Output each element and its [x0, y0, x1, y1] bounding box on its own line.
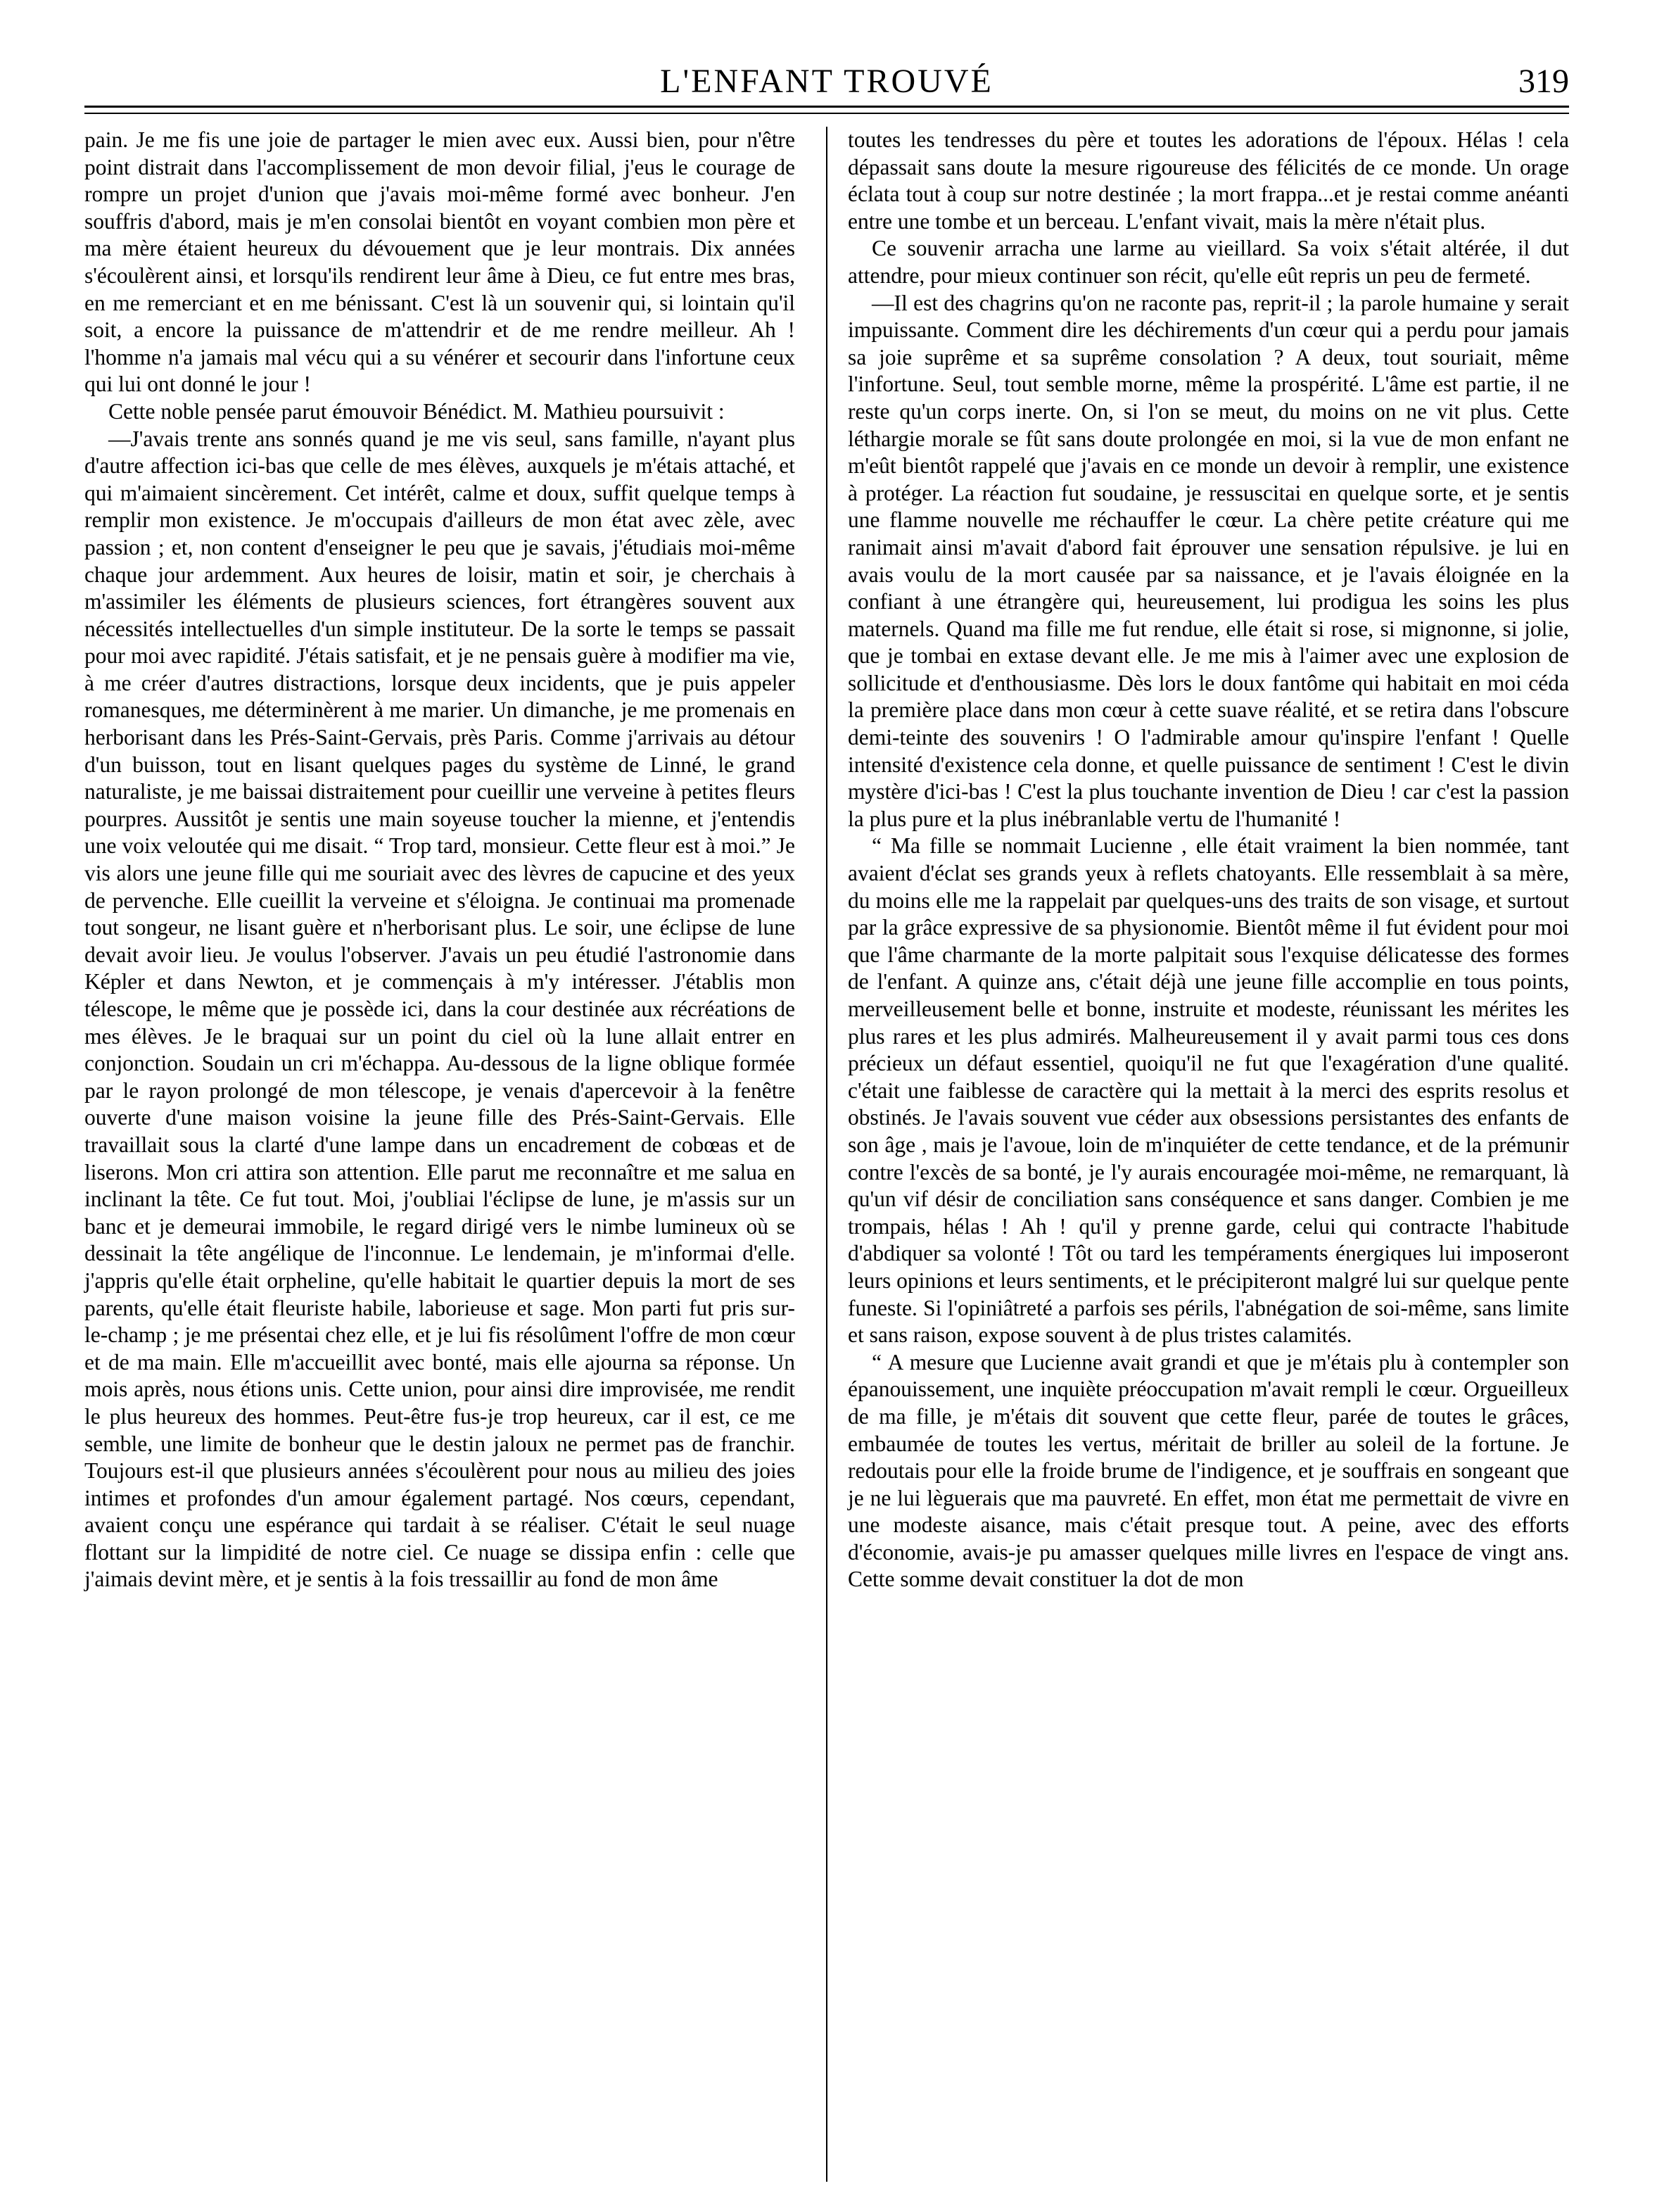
right-column [848, 127, 1569, 1593]
column-divider [826, 127, 827, 2182]
paragraph: pain. Je me fis une joie de partager le mien avec eux. Aussi bien, pour n'être point distrait dans l'accomplissement de mon devoir filial, j'eus le courage de rompre un projet d'union que j'avais moi-même formé avec bonheur. J'en souffris d'abord, mais je m'en consolai bientôt en voyant combien mon père et ma mère étaient heureux du dévouement que je leur montrais. Dix années s'écoulèrent ainsi, et lorsqu'ils rendirent leur âme à Dieu, ce fut entre mes bras, en me remerciant et en me bénissant. C'est là un souvenir qui, si lointain qu'il soit, a encore la puissance de m'attendrir et de me rendre meilleur. Ah ! l'homme n'a jamais mal vécu qui a su vénérer et secourir dans l'infortune ceux qui lui ont donné le jour ! [84, 127, 795, 397]
running-title: L'ENFANT TROUVÉ [660, 63, 993, 100]
paragraph: “ Ma fille se nommait Lucienne , elle était vraiment la bien nommée, tant avaient d'éclat ses grands yeux à reflets chatoyants. Elle ressemblait à sa mère, du moins elle me la rappelait par quelques-uns des traits de son visage, et surtout par la grâce expressive de sa physionomie. Bientôt même il fut évident pour moi que l'âme charmante de la morte palpitait sous l'exquise délicatesse des formes de l'enfant. A quinze ans, c'était déjà une jeune fille accomplie en tous points, merveilleusement belle et bonne, instruite et modeste, réunissant les mérites les plus rares et les plus admirés. Malheureusement il y avait parmi tous ces dons précieux un défaut essentiel, quoiqu'il ne fut que l'exagération d'une qualité. c'était une faiblesse de caractère qui la mettait à la merci des esprits resolus et obstinés. Je l'avais souvent vue céder aux obsessions persistantes des enfants de son âge , mais je l'avoue, loin de m'inquiéter de cette tendance, et de la prémunir contre l'excès de sa bonté, je l'y aurais encouragée moi-même, ne remarquant, là qu'un vif désir de conciliation sans conséquence et sans danger. Combien je me trompais, hélas ! Ah ! qu'il y prenne garde, celui qui contracte l'habitude d'abdiquer sa volonté ! Tôt ou tard les tempéraments énergiques lui imposeront leurs opinions et leurs sentiments, et le précipiteront malgré lui sur quelque pente funeste. Si l'opiniâtreté a parfois ses périls, l'abnégation de soi-même, sans limite et sans raison, expose souvent à de plus tristes calamités. [848, 833, 1569, 1348]
paragraph: toutes les tendresses du père et toutes les adorations de l'époux. Hélas ! cela dépassait sans doute la mesure rigoureuse des félicités de ce monde. Un orage éclata tout à coup sur notre destinée ; la mort frappa...et je restai comme anéanti entre une tombe et un berceau. L'enfant vivait, mais la mère n'était plus. [848, 127, 1569, 234]
left-column [84, 127, 795, 1593]
header-rule-thin [84, 113, 1569, 114]
page-number: 319 [1518, 63, 1569, 100]
paragraph: Cette noble pensée parut émouvoir Bénédict. M. Mathieu poursuivit : [108, 398, 725, 424]
paragraph: “ A mesure que Lucienne avait grandi et que je m'étais plu à contempler son épanouissement, une inquiète préoccupation m'avait rempli le cœur. Orgueilleux de ma fille, je m'étais dit souvent que cette fleur, parée de toutes le grâces, embaumée de toutes les vertus, méritait de briller au soleil de la fortune. Je redoutais pour elle la froide brume de l'indigence, et je souffrais en songeant que je ne lui lèguerais que ma pauvreté. En effet, mon état me permettait de vivre en une modeste aisance, mais c'était presque tout. A peine, avec des efforts d'économie, avais-je pu amasser quelques mille livres en l'espace de vingt ans. Cette somme devait constituer la dot de mon [848, 1349, 1569, 1592]
paragraph: Ce souvenir arracha une larme au vieillard. Sa voix s'était altérée, il dut attendre, pour mieux continuer son récit, qu'elle eût repris un peu de fermeté. [848, 236, 1569, 288]
paragraph: —Il est des chagrins qu'on ne raconte pas, reprit-il ; la parole humaine y serait impuissante. Comment dire les déchirements d'un cœur qui a perdu pour jamais sa joie suprême et sa suprême consolation ? A deux, tout souriait, même l'infortune. Seul, tout semble morne, même la prospérité. L'âme est partie, il ne reste qu'un corps inerte. On, si l'on se meut, du moins on ne vit plus. Cette léthargie morale se fût sans doute prolongée en moi, si la vue de mon enfant ne m'eût bientôt rappelé que j'avais en ce monde un devoir à remplir, une existence à protéger. La réaction fut soudaine, je ressuscitai en quelque sorte, et je sentis une flamme nouvelle me réchauffer le cœur. La chère petite créature qui me ranimait ainsi m'avait d'abord fait éprouver une sensation répulsive. je lui en avais voulu de la mort causée par sa naissance, et je l'avais éloignée en la confiant à une étrangère qui, heureusement, lui prodigua les soins les plus maternels. Quand ma fille me fut rendue, elle était si rose, si mignonne, si jolie, que je tombai en extase devant elle. Je me mis à l'aimer avec une explosion de sollicitude et d'enthousiasme. Dès lors le doux fantôme qui habitait en moi céda la première place dans mon cœur à cette suave réalité, et se retira dans l'obscure demi-teinte des souvenirs ! O l'admirable amour qu'inspire l'enfant ! Quelle intensité d'existence cela donne, et quelle puissance de sentiment ! C'est le divin mystère d'ici-bas ! C'est la plus touchante invention de Dieu ! car c'est la passion la plus pure et la plus inébranlable vertu de l'humanité ! [848, 290, 1569, 831]
header-rule-thick [84, 106, 1569, 108]
page-header [84, 56, 1569, 106]
paragraph: —J'avais trente ans sonnés quand je me vis seul, sans famille, n'ayant plus d'autre affection ici-bas que celle de mes élèves, auxquels je m'étais attaché, et qui m'aimaient sincèrement. Cet intérêt, calme et doux, suffit quelque temps à remplir mon existence. Je m'occupais d'ailleurs de mon état avec zèle, avec passion ; et, non content d'enseigner le peu que je savais, j'étudiais moi-même chaque jour ardemment. Aux heures de loisir, matin et soir, je cherchais à m'assimiler les éléments de plusieurs sciences, fort étrangères souvent aux nécessités intellectuelles d'un simple instituteur. De la sorte le temps se passait pour moi avec rapidité. J'étais satisfait, et je ne pensais guère à modifier ma vie, à me créer d'autres distractions, lorsque deux incidents, que je puis appeler romanesques, me déterminèrent à me marier. Un dimanche, je me promenais en herborisant dans les Prés-Saint-Gervais, près Paris. Comme j'arrivais au détour d'un buisson, tout en lisant quelques pages du système de Linné, le grand naturaliste, je me baissai distraitement pour cueillir une verveine à petites fleurs pourpres. Aussitôt je sentis une main soyeuse toucher la mienne, et j'entendis une voix veloutée qui me disait. “ Trop tard, monsieur. Cette fleur est à moi.” Je vis alors une jeune fille qui me souriait avec des lèvres de capucine et des yeux de pervenche. Elle cueillit la verveine et s'éloigna. Je continuai ma promenade tout songeur, ne lisant guère et n'herborisant plus. Le soir, une éclipse de lune devait avoir lieu. Je voulus l'observer. J'avais un peu étudié l'astronomie dans Képler et dans Newton, et je commençais à m'y intéresser. J'établis mon télescope, le même que je possède ici, dans la cour destinée aux récréations de mes élèves. Je le braquai sur un point du ciel où la lune allait entrer en conjonction. Soudain un cri m'échappa. Au-dessous de la ligne oblique formée par le rayon prolongé de mon télescope, je venais d'apercevoir à la fenêtre ouverte d'une maison voisine la jeune fille des Prés-Saint-Gervais. Elle travaillait sous la clarté d'une lampe dans un encadrement de cobœas et de liserons. Mon cri attira son attention. Elle parut me reconnaître et me salua en inclinant la tête. Ce fut tout. Moi, j'oubliai l'éclipse de lune, je m'assis sur un banc et je demeurai immobile, le regard dirigé vers le nimbe lumineux où se dessinait la tête angélique de l'inconnue. Le lendemain, je m'informai d'elle. j'appris qu'elle était orpheline, qu'elle habitait le quartier depuis la mort de ses parents, qu'elle était fleuriste habile, laborieuse et sage. Mon parti fut pris sur-le-champ ; je me présentai chez elle, et je lui fis résolûment l'offre de mon cœur et de ma main. Elle m'accueillit avec bonté, mais elle ajourna sa réponse. Un mois après, nous étions unis. Cette union, pour ainsi dire improvisée, me rendit le plus heureux des hommes. Peut-être fus-je trop heureux, car il est, ce me semble, une limite de bonheur que le destin jaloux ne permet pas de franchir. Toujours est-il que plusieurs années s'écoulèrent pour nous au milieu des joies intimes et profondes d'un amour également partagé. Nos cœurs, cependant, avaient conçu une espérance qui tardait à se réaliser. C'était le seul nuage flottant sur la limpidité de notre ciel. Ce nuage se dissipa enfin : celle que j'aimais devint mère, et je sentis à la fois tressaillir au fond de mon âme [84, 426, 795, 1592]
